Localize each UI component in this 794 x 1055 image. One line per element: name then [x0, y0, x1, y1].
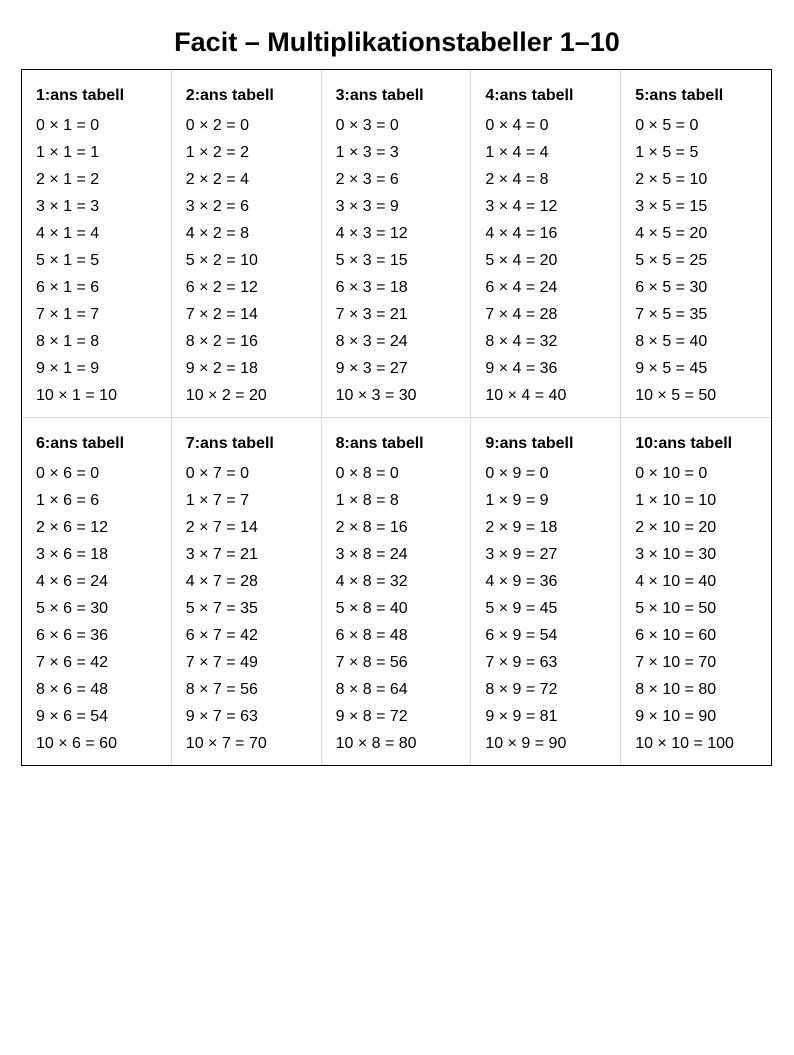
table-fact: 3 × 9 = 27	[485, 545, 558, 563]
multiplication-table-8	[322, 418, 472, 766]
table-fact: 9 × 1 = 9	[36, 360, 100, 377]
table-fact: 1 × 7 = 7	[185, 491, 249, 509]
table-fact: 1 × 4 = 4	[485, 144, 549, 161]
table-fact: 6 × 5 = 30	[635, 279, 708, 296]
table-fact: 6 × 4 = 24	[485, 279, 558, 296]
table-heading: 7:ans tabell	[185, 434, 274, 452]
table-fact: 7 × 6 = 42	[36, 653, 109, 671]
table-fact: 5 × 8 = 40	[335, 599, 408, 617]
table-fact: 5 × 7 = 35	[185, 599, 258, 617]
table-fact: 1 × 5 = 5	[635, 144, 699, 161]
table-fact: 4 × 10 = 40	[635, 572, 717, 590]
table-fact: 5 × 9 = 45	[485, 599, 558, 617]
table-facts-list	[336, 460, 471, 757]
table-heading: 1:ans tabell	[36, 87, 125, 104]
table-fact: 9 × 7 = 63	[185, 707, 258, 725]
table-fact: 8 × 1 = 8	[36, 333, 100, 350]
table-fact: 1 × 2 = 2	[185, 144, 249, 161]
table-heading: 4:ans tabell	[485, 87, 574, 104]
table-fact: 1 × 8 = 8	[335, 491, 399, 509]
table-fact: 2 × 4 = 8	[485, 171, 549, 188]
table-fact: 4 × 4 = 16	[485, 225, 558, 242]
table-heading: 10:ans tabell	[635, 434, 733, 452]
table-fact: 9 × 4 = 36	[485, 360, 558, 377]
table-fact: 2 × 1 = 2	[36, 171, 100, 188]
table-fact: 10 × 9 = 90	[485, 734, 567, 752]
table-heading: 6:ans tabell	[36, 434, 125, 452]
table-fact: 8 × 6 = 48	[36, 680, 109, 698]
table-fact: 3 × 3 = 9	[335, 198, 399, 215]
table-fact: 4 × 9 = 36	[485, 572, 558, 590]
table-fact: 7 × 5 = 35	[635, 306, 708, 323]
multiplication-table-4	[471, 70, 621, 418]
table-fact: 4 × 2 = 8	[185, 225, 249, 242]
table-fact: 6 × 7 = 42	[185, 626, 258, 644]
table-fact: 8 × 3 = 24	[335, 333, 408, 350]
table-fact: 4 × 1 = 4	[36, 225, 100, 242]
multiplication-table-7	[172, 418, 322, 766]
table-fact: 0 × 5 = 0	[635, 117, 699, 134]
table-facts-list	[186, 112, 321, 409]
table-fact: 8 × 2 = 16	[185, 333, 258, 350]
table-fact: 3 × 4 = 12	[485, 198, 558, 215]
table-heading: 8:ans tabell	[335, 434, 424, 452]
table-fact: 9 × 8 = 72	[335, 707, 408, 725]
table-facts-list	[36, 112, 171, 409]
table-fact: 7 × 9 = 63	[485, 653, 558, 671]
table-fact: 1 × 10 = 10	[635, 491, 717, 509]
table-fact: 6 × 9 = 54	[485, 626, 558, 644]
table-fact: 4 × 7 = 28	[185, 572, 258, 590]
table-fact: 8 × 8 = 64	[335, 680, 408, 698]
table-fact: 4 × 3 = 12	[335, 225, 408, 242]
table-fact: 2 × 10 = 20	[635, 518, 717, 536]
table-fact: 2 × 7 = 14	[185, 518, 258, 536]
table-fact: 0 × 1 = 0	[36, 117, 100, 134]
table-facts-list	[36, 460, 171, 757]
table-heading: 9:ans tabell	[485, 434, 574, 452]
table-fact: 9 × 3 = 27	[335, 360, 408, 377]
table-fact: 6 × 1 = 6	[36, 279, 100, 296]
table-fact: 2 × 2 = 4	[185, 171, 249, 188]
table-fact: 6 × 3 = 18	[335, 279, 408, 296]
table-fact: 7 × 8 = 56	[335, 653, 408, 671]
table-fact: 3 × 8 = 24	[335, 545, 408, 563]
table-fact: 3 × 5 = 15	[635, 198, 708, 215]
table-fact: 3 × 7 = 21	[185, 545, 258, 563]
table-fact: 3 × 2 = 6	[185, 198, 249, 215]
multiplication-table-5	[621, 70, 771, 418]
multiplication-table-6	[22, 418, 172, 766]
table-fact: 6 × 6 = 36	[36, 626, 109, 644]
table-fact: 10 × 6 = 60	[36, 734, 117, 752]
table-facts-list	[635, 460, 771, 757]
table-fact: 4 × 5 = 20	[635, 225, 708, 242]
table-fact: 0 × 7 = 0	[185, 464, 249, 482]
table-fact: 8 × 10 = 80	[635, 680, 717, 698]
table-fact: 7 × 7 = 49	[185, 653, 258, 671]
table-facts-list	[485, 460, 620, 757]
table-fact: 10 × 5 = 50	[635, 387, 717, 404]
page-title: Facit – Multiplikationstabeller 1–10	[174, 27, 620, 57]
table-fact: 9 × 2 = 18	[185, 360, 258, 377]
table-heading: 2:ans tabell	[185, 87, 274, 104]
table-fact: 0 × 9 = 0	[485, 464, 549, 482]
table-fact: 3 × 6 = 18	[36, 545, 109, 563]
table-fact: 5 × 6 = 30	[36, 599, 109, 617]
table-fact: 7 × 4 = 28	[485, 306, 558, 323]
table-fact: 3 × 1 = 3	[36, 198, 100, 215]
table-fact: 10 × 3 = 30	[335, 387, 417, 404]
table-fact: 1 × 1 = 1	[36, 144, 100, 161]
table-fact: 0 × 4 = 0	[485, 117, 549, 134]
multiplication-table-9	[471, 418, 621, 766]
table-facts-list	[186, 460, 321, 757]
table-fact: 5 × 2 = 10	[185, 252, 258, 269]
table-fact: 4 × 6 = 24	[36, 572, 109, 590]
table-fact: 0 × 2 = 0	[185, 117, 249, 134]
table-fact: 2 × 6 = 12	[36, 518, 109, 536]
table-fact: 6 × 10 = 60	[635, 626, 717, 644]
table-fact: 6 × 2 = 12	[185, 279, 258, 296]
table-fact: 10 × 10 = 100	[635, 734, 734, 752]
multiplication-table-2	[172, 70, 322, 418]
table-fact: 7 × 3 = 21	[335, 306, 408, 323]
table-fact: 10 × 4 = 40	[485, 387, 567, 404]
table-fact: 9 × 6 = 54	[36, 707, 109, 725]
multiplication-tables-grid	[21, 69, 772, 766]
table-heading: 5:ans tabell	[635, 87, 724, 104]
table-fact: 2 × 3 = 6	[335, 171, 399, 188]
table-fact: 4 × 8 = 32	[335, 572, 408, 590]
table-fact: 10 × 8 = 80	[335, 734, 417, 752]
table-fact: 8 × 9 = 72	[485, 680, 558, 698]
table-fact: 0 × 10 = 0	[635, 464, 708, 482]
multiplication-table-1	[22, 70, 172, 418]
table-heading: 3:ans tabell	[335, 87, 424, 104]
table-fact: 6 × 8 = 48	[335, 626, 408, 644]
table-fact: 10 × 1 = 10	[36, 387, 117, 404]
multiplication-table-10	[621, 418, 771, 766]
table-fact: 3 × 10 = 30	[635, 545, 717, 563]
table-facts-list	[635, 112, 771, 409]
table-facts-list	[336, 112, 471, 409]
table-fact: 8 × 5 = 40	[635, 333, 708, 350]
table-fact: 0 × 8 = 0	[335, 464, 399, 482]
table-fact: 1 × 3 = 3	[335, 144, 399, 161]
table-fact: 9 × 10 = 90	[635, 707, 717, 725]
table-fact: 0 × 6 = 0	[36, 464, 100, 482]
table-facts-list	[485, 112, 620, 409]
table-fact: 7 × 10 = 70	[635, 653, 717, 671]
table-fact: 9 × 9 = 81	[485, 707, 558, 725]
table-fact: 5 × 5 = 25	[635, 252, 708, 269]
table-fact: 9 × 5 = 45	[635, 360, 708, 377]
table-fact: 10 × 7 = 70	[185, 734, 267, 752]
table-fact: 5 × 4 = 20	[485, 252, 558, 269]
multiplication-table-3	[322, 70, 472, 418]
table-fact: 5 × 3 = 15	[335, 252, 408, 269]
table-fact: 8 × 4 = 32	[485, 333, 558, 350]
table-fact: 10 × 2 = 20	[185, 387, 267, 404]
table-fact: 7 × 2 = 14	[185, 306, 258, 323]
table-fact: 7 × 1 = 7	[36, 306, 100, 323]
table-fact: 5 × 10 = 50	[635, 599, 717, 617]
table-fact: 2 × 9 = 18	[485, 518, 558, 536]
table-fact: 2 × 5 = 10	[635, 171, 708, 188]
table-fact: 1 × 6 = 6	[36, 491, 100, 509]
table-fact: 2 × 8 = 16	[335, 518, 408, 536]
table-fact: 8 × 7 = 56	[185, 680, 258, 698]
table-fact: 0 × 3 = 0	[335, 117, 399, 134]
table-fact: 5 × 1 = 5	[36, 252, 100, 269]
table-fact: 1 × 9 = 9	[485, 491, 549, 509]
